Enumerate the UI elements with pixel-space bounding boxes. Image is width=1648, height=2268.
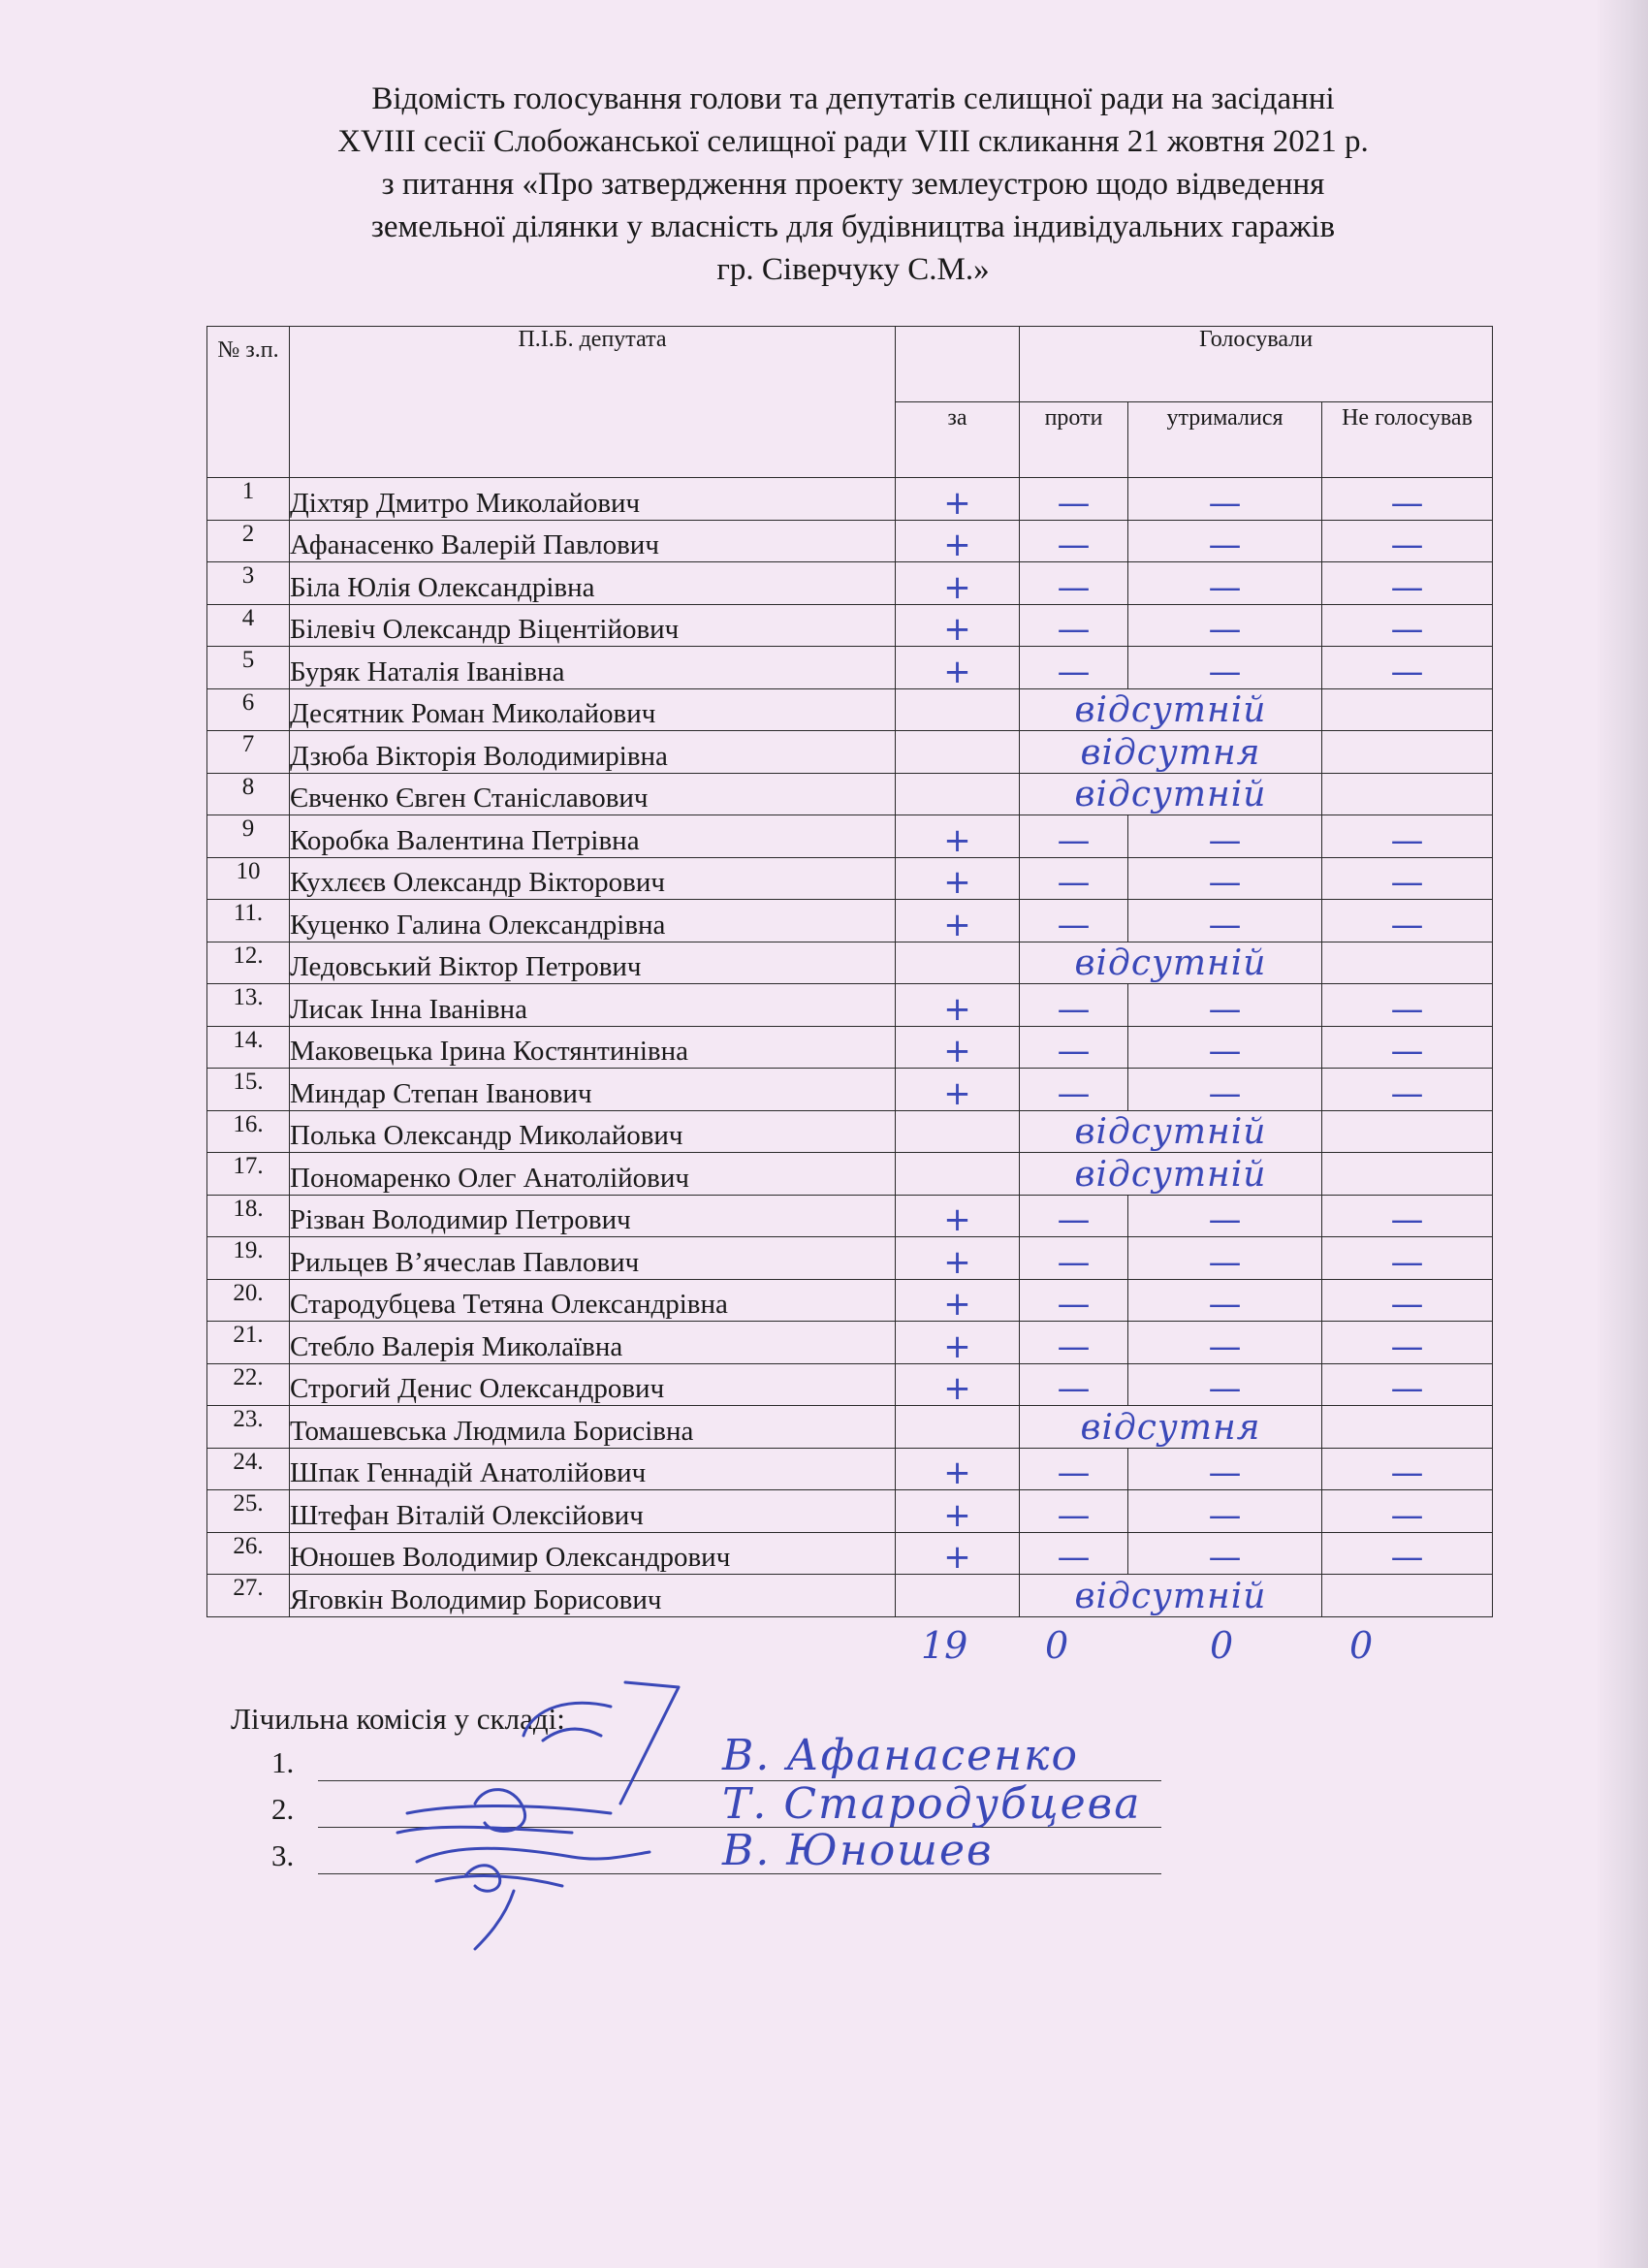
vote-not-voted-mark: — <box>1322 1069 1493 1111</box>
vote-not-voted-mark: — <box>1322 1279 1493 1322</box>
commission-label: Лічильна комісія у складі: <box>231 1702 565 1736</box>
absent-note: відсутній <box>1020 773 1322 815</box>
title-line-1: Відомість голосування голови та депутатів селищної ради на засіданні <box>371 81 1335 116</box>
vote-abstained-mark: — <box>1128 1237 1322 1280</box>
deputy-name: Дзюба Вікторія Володимирівна <box>290 731 896 774</box>
table-row <box>207 562 1493 605</box>
row-number: 20. <box>207 1279 290 1322</box>
table-row <box>207 857 1493 900</box>
vote-against-mark: — <box>1020 1195 1128 1237</box>
vote-not-voted-blank <box>1322 1110 1493 1153</box>
vote-abstained-mark: — <box>1128 1322 1322 1364</box>
vote-abstained-mark: — <box>1128 1363 1322 1406</box>
deputy-name: Юношев Володимир Олександрович <box>290 1532 896 1575</box>
deputy-name: Буряк Наталія Іванівна <box>290 647 896 689</box>
table-row <box>207 520 1493 562</box>
row-number: 8 <box>207 773 290 815</box>
table-row <box>207 1322 1493 1364</box>
deputy-name: Кухлєєв Олександр Вікторович <box>290 857 896 900</box>
handwritten-signatures <box>378 1668 727 1959</box>
absent-note: відсутній <box>1020 1575 1322 1617</box>
vote-abstained-mark: — <box>1128 984 1322 1027</box>
table-row <box>207 942 1493 984</box>
commission-member-2-number: 2. <box>271 1792 295 1826</box>
col-header-blank <box>896 327 1020 402</box>
vote-for-mark: + <box>896 478 1020 521</box>
vote-abstained-mark: — <box>1128 604 1322 647</box>
vote-for-mark: + <box>896 1490 1020 1533</box>
row-number: 23. <box>207 1406 290 1449</box>
vote-for-mark: + <box>896 1448 1020 1490</box>
commission-member-3-name: В. Юношев <box>722 1826 994 1875</box>
table-row <box>207 731 1493 774</box>
row-number: 6 <box>207 688 290 731</box>
vote-for-mark: + <box>896 1237 1020 1280</box>
deputy-name: Миндар Степан Іванович <box>290 1069 896 1111</box>
vote-not-voted-mark: — <box>1322 562 1493 605</box>
voting-table <box>206 326 1493 1617</box>
table-row <box>207 1532 1493 1575</box>
deputy-name: Куценко Галина Олександрівна <box>290 900 896 942</box>
absent-note: відсутня <box>1020 1406 1322 1449</box>
row-number: 7 <box>207 731 290 774</box>
vote-not-voted-blank <box>1322 773 1493 815</box>
vote-not-voted-mark: — <box>1322 1490 1493 1533</box>
title-line-5: гр. Сіверчуку С.М.» <box>716 252 990 287</box>
vote-not-voted-blank <box>1322 942 1493 984</box>
deputy-name: Строгий Денис Олександрович <box>290 1363 896 1406</box>
deputy-name: Стебло Валерія Миколаївна <box>290 1322 896 1364</box>
row-number: 5 <box>207 647 290 689</box>
vote-for-mark: + <box>896 1532 1020 1575</box>
deputy-name: Лисак Інна Іванівна <box>290 984 896 1027</box>
deputy-name: Томашевська Людмила Борисівна <box>290 1406 896 1449</box>
row-number: 18. <box>207 1195 290 1237</box>
row-number: 24. <box>207 1448 290 1490</box>
table-row <box>207 1575 1493 1617</box>
row-number: 14. <box>207 1026 290 1069</box>
commission-member-3-number: 3. <box>271 1838 295 1872</box>
vote-abstained-mark: — <box>1128 1490 1322 1533</box>
deputy-name: Діхтяр Дмитро Миколайович <box>290 478 896 521</box>
vote-abstained-mark: — <box>1128 562 1322 605</box>
row-number: 2 <box>207 520 290 562</box>
row-number: 22. <box>207 1363 290 1406</box>
title-line-4: земельної ділянки у власність для будівництва індивідуальних гаражів <box>370 209 1336 244</box>
absent-note: відсутній <box>1020 688 1322 731</box>
page-edge-shadow <box>1598 0 1648 2268</box>
col-header-not-voted: Не голосував <box>1322 402 1493 478</box>
row-number: 3 <box>207 562 290 605</box>
vote-not-voted-mark: — <box>1322 815 1493 858</box>
vote-for-mark: + <box>896 562 1020 605</box>
vote-against-mark: — <box>1020 1322 1128 1364</box>
vote-against-mark: — <box>1020 984 1128 1027</box>
commission-member-2-name: Т. Стародубцева <box>722 1779 1142 1829</box>
col-header-number: № з.п. <box>207 327 290 478</box>
vote-not-voted-blank <box>1322 1406 1493 1449</box>
table-row <box>207 773 1493 815</box>
table-row <box>207 1406 1493 1449</box>
vote-not-voted-mark: — <box>1322 900 1493 942</box>
vote-against-mark: — <box>1020 857 1128 900</box>
vote-against-mark: — <box>1020 815 1128 858</box>
deputy-name: Рильцев В’ячеслав Павлович <box>290 1237 896 1280</box>
vote-against-mark: — <box>1020 1532 1128 1575</box>
deputy-name: Пономаренко Олег Анатолійович <box>290 1153 896 1196</box>
vote-not-voted-blank <box>1322 1575 1493 1617</box>
commission-member-1-number: 1. <box>271 1745 295 1779</box>
vote-against-mark: — <box>1020 604 1128 647</box>
vote-not-voted-mark: — <box>1322 1448 1493 1490</box>
vote-for-mark: + <box>896 1363 1020 1406</box>
vote-not-voted-mark: — <box>1322 984 1493 1027</box>
row-number: 4 <box>207 604 290 647</box>
deputy-name: Шпак Геннадій Анатолійович <box>290 1448 896 1490</box>
deputy-name: Білевіч Олександр Віцентійович <box>290 604 896 647</box>
vote-against-mark: — <box>1020 1279 1128 1322</box>
table-row <box>207 984 1493 1027</box>
deputy-name: Афанасенко Валерій Павлович <box>290 520 896 562</box>
vote-against-mark: — <box>1020 478 1128 521</box>
vote-for-mark: + <box>896 857 1020 900</box>
col-header-abstained: утрималися <box>1128 402 1322 478</box>
table-row <box>207 815 1493 858</box>
col-header-for: за <box>896 402 1020 478</box>
vote-abstained-mark: — <box>1128 647 1322 689</box>
document-title <box>174 78 1532 291</box>
row-number: 10 <box>207 857 290 900</box>
vote-for-mark: + <box>896 520 1020 562</box>
vote-for-blank <box>896 942 1020 984</box>
vote-not-voted-blank <box>1322 688 1493 731</box>
deputy-name: Різван Володимир Петрович <box>290 1195 896 1237</box>
vote-against-mark: — <box>1020 1490 1128 1533</box>
table-row <box>207 1237 1493 1280</box>
row-number: 25. <box>207 1490 290 1533</box>
vote-for-mark: + <box>896 1026 1020 1069</box>
vote-against-mark: — <box>1020 1026 1128 1069</box>
total-abstained: 0 <box>1210 1624 1234 1667</box>
total-against: 0 <box>1045 1624 1069 1667</box>
row-number: 11. <box>207 900 290 942</box>
vote-for-blank <box>896 1153 1020 1196</box>
vote-abstained-mark: — <box>1128 900 1322 942</box>
table-row <box>207 1153 1493 1196</box>
vote-not-voted-mark: — <box>1322 1237 1493 1280</box>
vote-not-voted-blank <box>1322 731 1493 774</box>
vote-abstained-mark: — <box>1128 857 1322 900</box>
vote-for-blank <box>896 731 1020 774</box>
col-header-voted: Голосували <box>1020 327 1493 402</box>
vote-for-blank <box>896 1575 1020 1617</box>
col-header-against: проти <box>1020 402 1128 478</box>
vote-abstained-mark: — <box>1128 1026 1322 1069</box>
vote-abstained-mark: — <box>1128 478 1322 521</box>
deputy-name: Десятник Роман Миколайович <box>290 688 896 731</box>
row-number: 19. <box>207 1237 290 1280</box>
row-number: 13. <box>207 984 290 1027</box>
row-number: 9 <box>207 815 290 858</box>
deputy-name: Яговкін Володимир Борисович <box>290 1575 896 1617</box>
vote-abstained-mark: — <box>1128 815 1322 858</box>
vote-against-mark: — <box>1020 1448 1128 1490</box>
vote-against-mark: — <box>1020 520 1128 562</box>
table-row <box>207 604 1493 647</box>
vote-for-mark: + <box>896 984 1020 1027</box>
col-header-name: П.І.Б. депутата <box>290 327 896 478</box>
absent-note: відсутній <box>1020 1110 1322 1153</box>
table-row <box>207 1363 1493 1406</box>
vote-for-blank <box>896 688 1020 731</box>
vote-against-mark: — <box>1020 900 1128 942</box>
vote-not-voted-mark: — <box>1322 1363 1493 1406</box>
table-row <box>207 478 1493 521</box>
vote-not-voted-mark: — <box>1322 520 1493 562</box>
row-number: 1 <box>207 478 290 521</box>
vote-against-mark: — <box>1020 647 1128 689</box>
row-number: 21. <box>207 1322 290 1364</box>
vote-for-mark: + <box>896 900 1020 942</box>
vote-not-voted-mark: — <box>1322 478 1493 521</box>
vote-not-voted-mark: — <box>1322 604 1493 647</box>
vote-abstained-mark: — <box>1128 1195 1322 1237</box>
vote-not-voted-mark: — <box>1322 1026 1493 1069</box>
vote-not-voted-mark: — <box>1322 857 1493 900</box>
deputy-name: Біла Юлія Олександрівна <box>290 562 896 605</box>
deputy-name: Стародубцева Тетяна Олександрівна <box>290 1279 896 1322</box>
vote-abstained-mark: — <box>1128 1448 1322 1490</box>
title-line-2: XVIII сесії Слобожанської селищної ради VIII скликання 21 жовтня 2021 р. <box>337 124 1369 159</box>
vote-for-mark: + <box>896 604 1020 647</box>
vote-not-voted-mark: — <box>1322 1322 1493 1364</box>
vote-for-mark: + <box>896 1279 1020 1322</box>
vote-not-voted-mark: — <box>1322 647 1493 689</box>
vote-for-blank <box>896 1110 1020 1153</box>
vote-against-mark: — <box>1020 562 1128 605</box>
vote-for-blank <box>896 773 1020 815</box>
vote-against-mark: — <box>1020 1069 1128 1111</box>
vote-for-mark: + <box>896 1069 1020 1111</box>
row-number: 17. <box>207 1153 290 1196</box>
deputy-name: Коробка Валентина Петрівна <box>290 815 896 858</box>
table-row <box>207 1279 1493 1322</box>
absent-note: відсутній <box>1020 942 1322 984</box>
vote-abstained-mark: — <box>1128 1279 1322 1322</box>
vote-for-mark: + <box>896 1322 1020 1364</box>
vote-for-blank <box>896 1406 1020 1449</box>
vote-not-voted-blank <box>1322 1153 1493 1196</box>
table-row <box>207 1069 1493 1111</box>
vote-abstained-mark: — <box>1128 1532 1322 1575</box>
row-number: 12. <box>207 942 290 984</box>
table-row <box>207 688 1493 731</box>
row-number: 16. <box>207 1110 290 1153</box>
row-number: 15. <box>207 1069 290 1111</box>
absent-note: відсутній <box>1020 1153 1322 1196</box>
row-number: 26. <box>207 1532 290 1575</box>
deputy-name: Полька Олександр Миколайович <box>290 1110 896 1153</box>
vote-against-mark: — <box>1020 1237 1128 1280</box>
deputy-name: Штефан Віталій Олексійович <box>290 1490 896 1533</box>
vote-for-mark: + <box>896 1195 1020 1237</box>
deputy-name: Ледовський Віктор Петрович <box>290 942 896 984</box>
commission-member-1-name: В. Афанасенко <box>722 1731 1079 1780</box>
vote-against-mark: — <box>1020 1363 1128 1406</box>
table-row <box>207 900 1493 942</box>
table-row <box>207 1490 1493 1533</box>
vote-not-voted-mark: — <box>1322 1532 1493 1575</box>
table-row <box>207 1110 1493 1153</box>
total-not-voted: 0 <box>1349 1624 1374 1667</box>
table-row <box>207 1195 1493 1237</box>
total-for: 19 <box>921 1624 968 1667</box>
title-line-3: з питання «Про затвердження проекту землеустрою щодо відведення <box>381 167 1325 202</box>
table-row <box>207 1448 1493 1490</box>
table-row <box>207 647 1493 689</box>
row-number: 27. <box>207 1575 290 1617</box>
deputy-name: Євченко Євген Станіславович <box>290 773 896 815</box>
absent-note: відсутня <box>1020 731 1322 774</box>
vote-abstained-mark: — <box>1128 1069 1322 1111</box>
table-row <box>207 1026 1493 1069</box>
vote-for-mark: + <box>896 647 1020 689</box>
vote-abstained-mark: — <box>1128 520 1322 562</box>
vote-not-voted-mark: — <box>1322 1195 1493 1237</box>
vote-for-mark: + <box>896 815 1020 858</box>
deputy-name: Маковецька Ірина Костянтинівна <box>290 1026 896 1069</box>
